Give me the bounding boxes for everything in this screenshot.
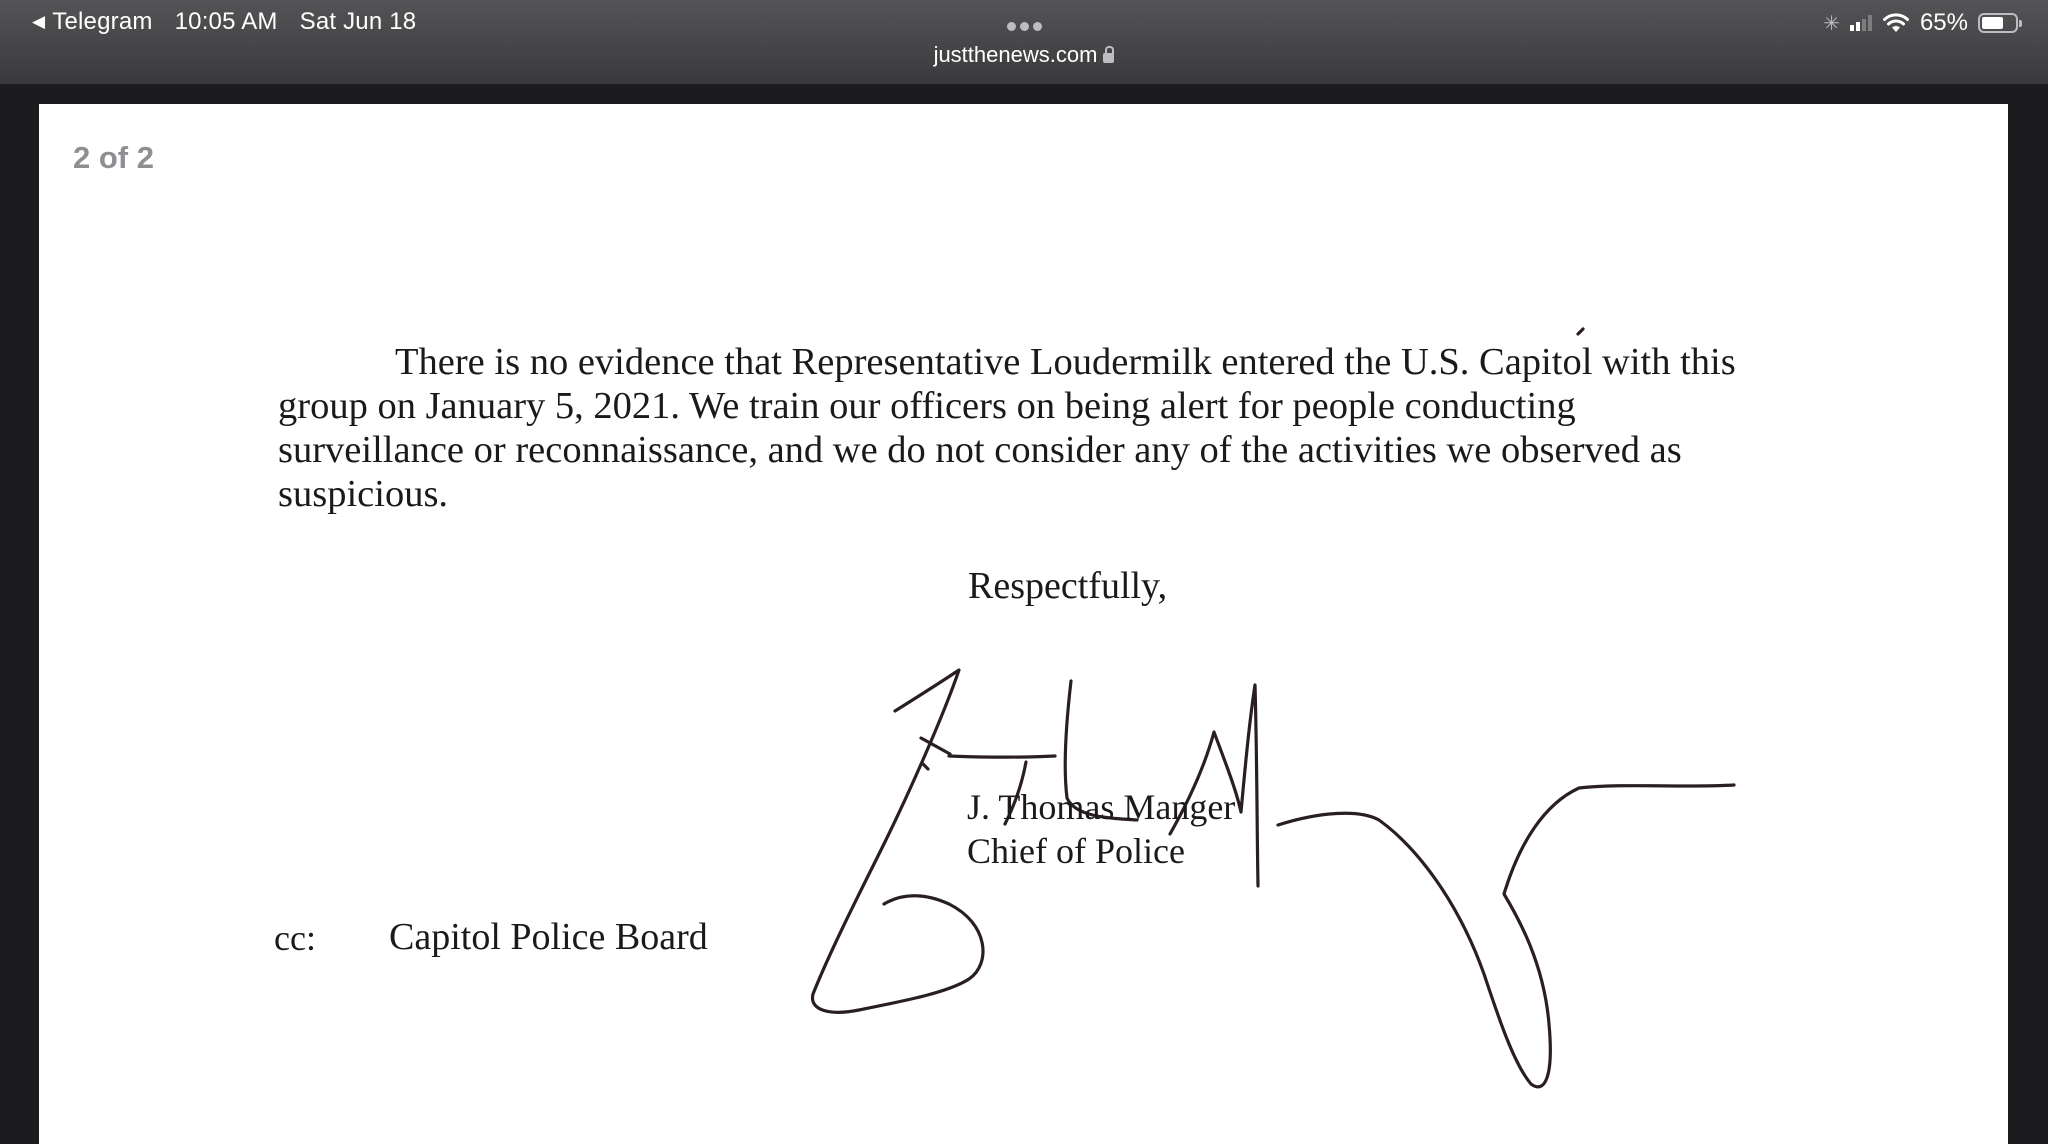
- lock-icon: [1103, 53, 1114, 63]
- status-bar: [0, 0, 2048, 84]
- wifi-icon: [1882, 13, 1910, 33]
- cc-recipient: Capitol Police Board: [389, 916, 708, 958]
- body-line: suspicious.: [278, 473, 449, 515]
- closing-salutation: Respectfully,: [968, 565, 1168, 607]
- signal-icon: [1850, 15, 1872, 31]
- cc-label: cc:: [274, 918, 316, 958]
- signature-block: [967, 785, 1235, 873]
- battery-icon: [1978, 13, 2018, 33]
- address-bar[interactable]: [0, 42, 2048, 68]
- status-right: [1823, 9, 2018, 37]
- status-time: 10:05 AM: [174, 8, 278, 35]
- status-date: Sat Jun 18: [299, 8, 417, 35]
- url-text: justthenews.com: [933, 42, 1098, 67]
- battery-fill: [1982, 17, 2003, 29]
- handwritten-signature: [39, 104, 2008, 1144]
- body-line: group on January 5, 2021. We train our officers on being alert for people conducting: [278, 385, 1576, 427]
- more-dots-icon[interactable]: [0, 14, 2048, 37]
- signer-title: Chief of Police: [967, 831, 1185, 871]
- battery-percent: 65%: [1919, 9, 1968, 36]
- document-page[interactable]: [39, 104, 2008, 1144]
- back-to-app-link[interactable]: Telegram: [52, 8, 153, 35]
- back-caret-icon[interactable]: ◀: [32, 12, 46, 31]
- letter-body: [278, 340, 1788, 516]
- body-line: There is no evidence that Representative Loudermilk entered the U.S. Capitol with this: [395, 341, 1736, 383]
- page-counter: 2 of 2: [73, 140, 154, 175]
- body-line: surveillance or reconnaissance, and we do not consider any of the activities we observed as: [278, 429, 1682, 471]
- activity-icon: ✳: [1823, 12, 1840, 35]
- signer-name: J. Thomas Manger: [967, 787, 1236, 827]
